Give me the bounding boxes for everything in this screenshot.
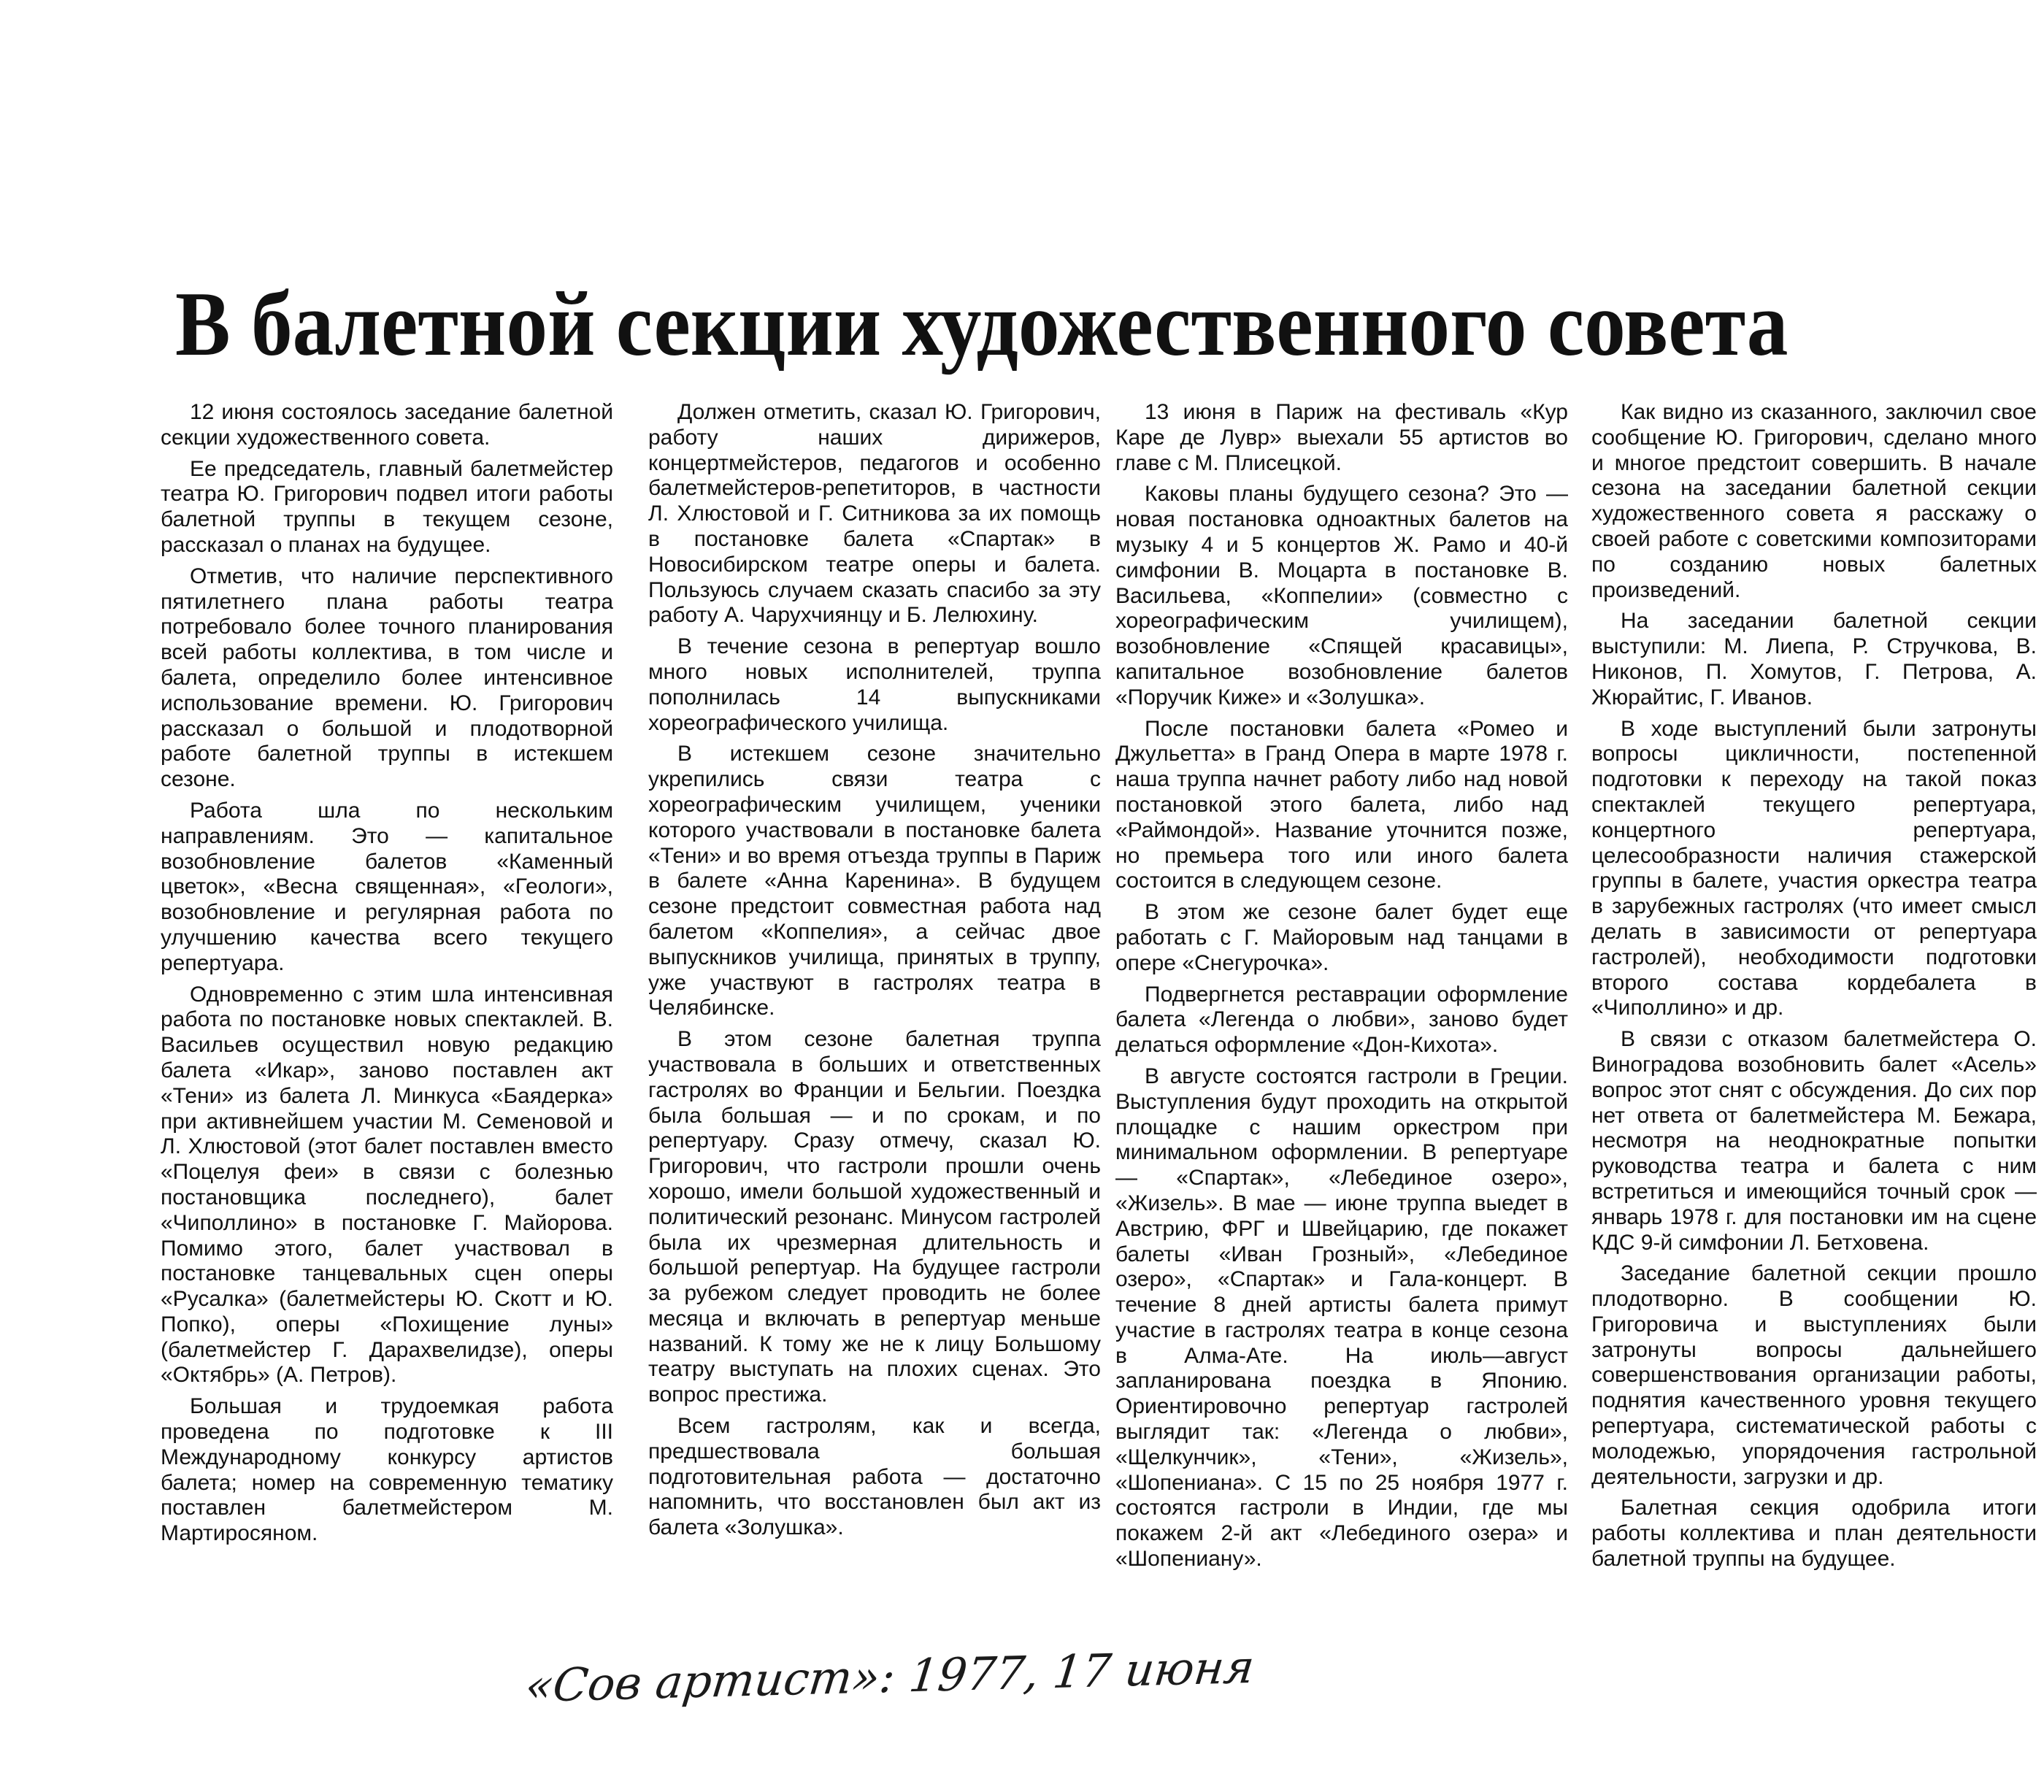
paragraph: В этом же сезоне балет будет еще работать с Г. Майоровым над танцами в опере «Снегурочка». bbox=[1115, 900, 1568, 975]
paragraph: После постановки балета «Ромео и Джульетта» в Гранд Опера в марте 1978 г. наша труппа начнет работу либо над новой постановкой этого балета, либо над «Раймондой». Название уточнится позже, но премьера того или иного балета состоится в следующем сезоне. bbox=[1115, 716, 1568, 893]
article-column-4 bbox=[1591, 400, 2037, 1677]
article-column-1 bbox=[161, 400, 613, 1677]
paragraph: В связи с отказом балетмейстера О. Виноградова возобновить балет «Асель» вопрос этот снят с обсуждения. До сих пор нет ответа от балетмейстера М. Бежара, несмотря на неоднократные попытки руководства театра и балета с ним встретиться и имеющийся точный срок — январь 1978 г. для постановки им на сцене КДС 9-й симфонии Л. Бетховена. bbox=[1591, 1027, 2037, 1255]
paragraph: В этом сезоне балетная труппа участвовала в больших и ответственных гастролях во Франции и Бельгии. Поездка была большая — и по срокам, и по репертуару. Сразу отмечу, сказал Ю. Григорович, что гастроли прошли очень хорошо, имели большой художественный и политический резонанс. Минусом гастролей была их чрезмерная длительность и большой репертуар. На будущее гастроли за рубежом следует проводить не более месяца и включать в репертуар меньше названий. К тому же не к лицу Большому театру выступать на плохих сценах. Это вопрос престижа. bbox=[648, 1027, 1101, 1407]
paragraph: 13 июня в Париж на фестиваль «Кур Каре де Лувр» выехали 55 артистов во главе с М. Плисецкой. bbox=[1115, 400, 1568, 475]
paragraph: На заседании балетной секции выступили: М. Лиепа, Р. Стручкова, В. Никонов, П. Хомутов, Г. Петрова, А. Жюрайтис, Г. Иванов. bbox=[1591, 609, 2037, 710]
paragraph: Подвергнется реставрации оформление балета «Легенда о любви», заново будет делаться оформление «Дон-Кихота». bbox=[1115, 982, 1568, 1058]
paragraph: 12 июня состоялось заседание балетной секции художественного совета. bbox=[161, 400, 613, 450]
paragraph: Одновременно с этим шла интенсивная работа по постановке новых спектаклей. В. Васильев осуществил новую редакцию балета «Икар», заново поставлен акт «Тени» из балета Л. Минкуса «Баядерка» при активнейшем участии М. Семеновой и Л. Хлюстовой (этот балет поставлен вместо «Поцелуя феи» в связи с болезнью постановщика последнего), балет «Чиполлино» в постановке Г. Майорова. Помимо этого, балет участвовал в постановке танцевальных сцен оперы «Русалка» (балетмейстеры Ю. Скотт и Ю. Попко), оперы «Похищение луны» (балетмейстер Г. Дарахвелидзе), оперы «Октябрь» (А. Петров). bbox=[161, 982, 613, 1388]
paragraph: В августе состоятся гастроли в Греции. Выступления будут проходить на открытой площадке с нашим оркестром при минимальном оформлении. В репертуаре — «Спартак», «Лебединое озеро», «Жизель». В мае — июне труппа выедет в Австрию, ФРГ и Швейцарию, где покажет балеты «Иван Грозный», «Лебединое озеро», «Спартак» и Гала-концерт. В течение 8 дней артисты балета примут участие в гастролях театра в конце сезона в Алма-Ате. На июль—август запланирована поездка в Японию. Ориентировочно репертуар гастролей выглядит так: «Легенда о любви», «Щелкунчик», «Тени», «Жизель», «Шопениана». С 15 по 25 ноября 1977 г. состоятся гастроли в Индии, где мы покажем 2-й акт «Лебединого озера» и «Шопениану». bbox=[1115, 1064, 1568, 1572]
paragraph: Всем гастролям, как и всегда, предшествовала большая подготовительная работа — достаточно напомнить, что восстановлен был акт из балета «Золушка». bbox=[648, 1414, 1101, 1540]
paragraph: Балетная секция одобрила итоги работы коллектива и план деятельности балетной труппы на будущее. bbox=[1591, 1496, 2037, 1572]
paragraph: Заседание балетной секции прошло плодотворно. В сообщении Ю. Григоровича и выступлениях были затронуты вопросы дальнейшего совершенствования организации работы, поднятия качественного уровня текущего репертуара, систематической работы с молодежью, упорядочения гастрольной деятельности, загрузки и др. bbox=[1591, 1261, 2037, 1489]
article-column-3 bbox=[1115, 400, 1568, 1677]
paragraph: В течение сезона в репертуар вошло много новых исполнителей, труппа пополнилась 14 выпускниками хореографического училища. bbox=[648, 634, 1101, 735]
paragraph: Работа шла по нескольким направлениям. Это — капитальное возобновление балетов «Каменный цветок», «Весна священная», «Геологи», возобновление и регулярная работа по улучшению качества всего текущего репертуара. bbox=[161, 798, 613, 975]
article-column-2 bbox=[648, 400, 1101, 1677]
paragraph: Ее председатель, главный балетмейстер театра Ю. Григорович подвел итоги работы балетной труппы в текущем сезоне, рассказал о планах на будущее. bbox=[161, 456, 613, 557]
handwritten-source-note: «Сов артист»: 1977, 17 июня bbox=[522, 1639, 1258, 1713]
paragraph: В ходе выступлений были затронуты вопросы цикличности, постепенной подготовки к переходу на такой показ спектаклей текущего репертуара, концертного репертуара, целесообразности наличия стажерской группы в балете, участия оркестра театра в зарубежных гастролях (что имеет смысл делать в зависимости от репертуара гастролей), необходимости подготовки второго состава кордебалета в «Чиполлино» и др. bbox=[1591, 716, 2037, 1020]
paragraph: Отметив, что наличие перспективного пятилетнего плана работы театра потребовало более точного планирования всей работы коллектива, в том числе и балета, определило более интенсивное использование времени. Ю. Григорович рассказал о большой и плодотворной работе балетной труппы в истекшем сезоне. bbox=[161, 564, 613, 792]
paragraph: Большая и трудоемкая работа проведена по подготовке к III Международному конкурсу артистов балета; номер на современную тематику поставлен балетмейстером М. Мартиросяном. bbox=[161, 1394, 613, 1546]
headline: В балетной секции художественного совета bbox=[175, 274, 1788, 375]
paragraph: Должен отметить, сказал Ю. Григорович, работу наших дирижеров, концертмейстеров, педагогов и особенно балетмейстеров-репетиторов, в частности Л. Хлюстовой и Г. Ситникова за их помощь в постановке балета «Спартак» в Новосибирском театре оперы и балета. Пользуюсь случаем сказать спасибо за эту работу А. Чарухчиянцу и Б. Лелюхину. bbox=[648, 400, 1101, 628]
paragraph: Как видно из сказанного, заключил свое сообщение Ю. Григорович, сделано много и многое предстоит совершить. В начале сезона на заседании балетной секции художественного совета я расскажу о своей работе с советскими композиторами по созданию новых балетных произведений. bbox=[1591, 400, 2037, 602]
paragraph: В истекшем сезоне значительно укрепились связи театра с хореографическим училищем, ученики которого участвовали в постановке балета «Тени» и во время отъезда труппы в Париж в балете «Анна Каренина». В будущем сезоне предстоит совместная работа над балетом «Коппелия», а сейчас двое выпускников училища, принятых в труппу, уже участвуют в гастролях театра в Челябинске. bbox=[648, 742, 1101, 1020]
paragraph: Каковы планы будущего сезона? Это — новая постановка одноактных балетов на музыку 4 и 5 концертов Ж. Рамо и 40-й симфонии В. Моцарта в постановке В. Васильева, «Коппелии» (совместно с хореографическим училищем), возобновление «Спящей красавицы», капитальное возобновление балетов «Поручик Киже» и «Золушка». bbox=[1115, 482, 1568, 710]
